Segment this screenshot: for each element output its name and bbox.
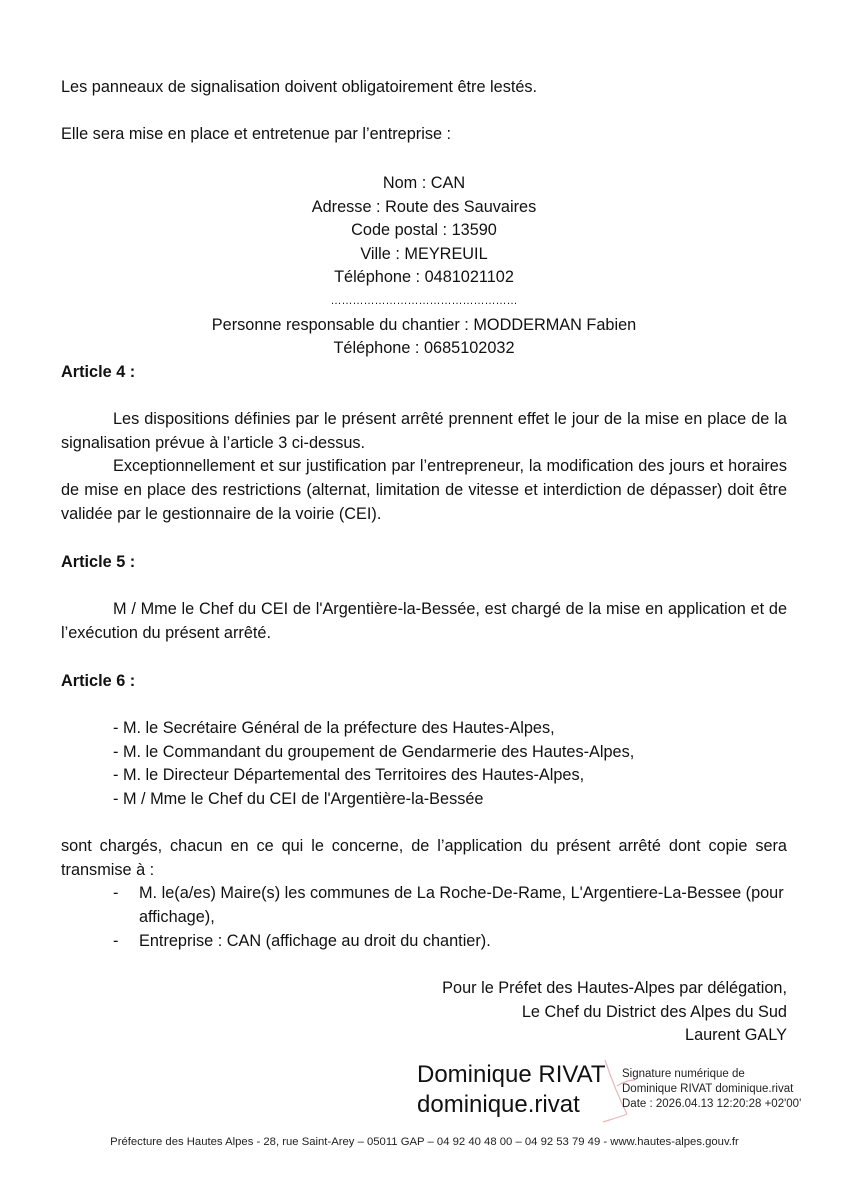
site-manager: Personne responsable du chantier : MODDERMAN Fabien [211,315,637,334]
article-4-paragraph-2: Exceptionnellement et sur justification par l’entrepreneur, la modification des jours et horaires de mise en place des restrictions (alternat, limitation de vitesse et interdiction de dépasser) doit être validée par le gestionnaire de la voirie (CEI). [61,457,787,523]
company-block [61,172,787,361]
list-item: - M. le Commandant du groupement de Gendarmerie des Hautes-Alpes, [113,742,635,761]
company-name: Nom : CAN [382,174,466,192]
intro-line-1: Les panneaux de signalisation doivent obligatoirement être lestés. [61,78,538,96]
list-item: - M. le Secrétaire Général de la préfecture des Hautes-Alpes, [113,719,555,738]
company-address: Adresse : Route des Sauvaires [311,197,537,216]
article-5 [61,551,787,645]
separator: …………………………………………… [330,294,518,307]
signature-line-1: Pour le Préfet des Hautes-Alpes par délégation, [442,979,787,997]
article-5-title: Article 5 : [61,553,136,571]
signature-line-2: Le Chef du District des Alpes du Sud [521,1002,787,1021]
article-6-paragraph: sont chargés, chacun en ce qui le concerne, de l’application du présent arrêté dont copie sera transmise à : [61,837,787,879]
article-6-title: Article 6 : [61,672,136,690]
page-footer: Préfecture des Hautes Alpes - 28, rue Saint-Arey – 05011 GAP – 04 92 40 48 00 – 04 92 53 79 49 - www.hautes-alpes.gouv.fr [110,1136,739,1148]
digital-signature [417,1060,837,1124]
company-postal-code: Code postal : 13590 [351,221,497,240]
signature-block [61,977,787,1048]
copy-recipient-text: M. le(a/es) Maire(s) les communes de La Roche-De-Rame, L'Argentiere-La-Bessee (pour affichage), [139,884,784,926]
company-phone: Téléphone : 0481021102 [334,268,514,287]
dash-bullet: - [113,884,119,903]
site-manager-phone: Téléphone : 0685102032 [333,339,515,358]
article-4-title: Article 4 : [61,363,136,381]
article-6 [61,670,787,953]
intro-line-2: Elle sera mise en place et entretenue par l’entreprise : [61,125,452,143]
digital-signature-info-1: Signature numérique de [622,1068,745,1080]
article-4-paragraph-1: Les dispositions définies par le présent arrêté prennent effet le jour de la mise en place de la signalisation prévue à l’article 3 ci-dessus. [61,410,787,452]
digital-signature-date: Date : 2026.04.13 12:20:28 +02'00' [622,1098,802,1110]
digital-signature-name: Dominique RIVAT [417,1061,606,1088]
dash-bullet: - [113,931,119,950]
copy-recipient [61,930,787,954]
list-item: - M / Mme le Chef du CEI de l'Argentière-la-Bessée [113,789,484,808]
copy-recipient [61,882,787,929]
digital-signature-login: dominique.rivat [417,1091,580,1118]
article-5-paragraph: M / Mme le Chef du CEI de l'Argentière-la-Bessée, est chargé de la mise en application et de l’exécution du présent arrêté. [61,600,787,642]
digital-signature-info-2: Dominique RIVAT dominique.rivat [622,1083,794,1095]
list-item: - M. le Directeur Départemental des Territoires des Hautes-Alpes, [113,766,585,785]
article-4 [61,361,787,526]
signature-name: Laurent GALY [685,1026,787,1045]
company-city: Ville : MEYREUIL [360,244,488,263]
copy-recipient-text: Entreprise : CAN (affichage au droit du chantier). [139,931,491,950]
